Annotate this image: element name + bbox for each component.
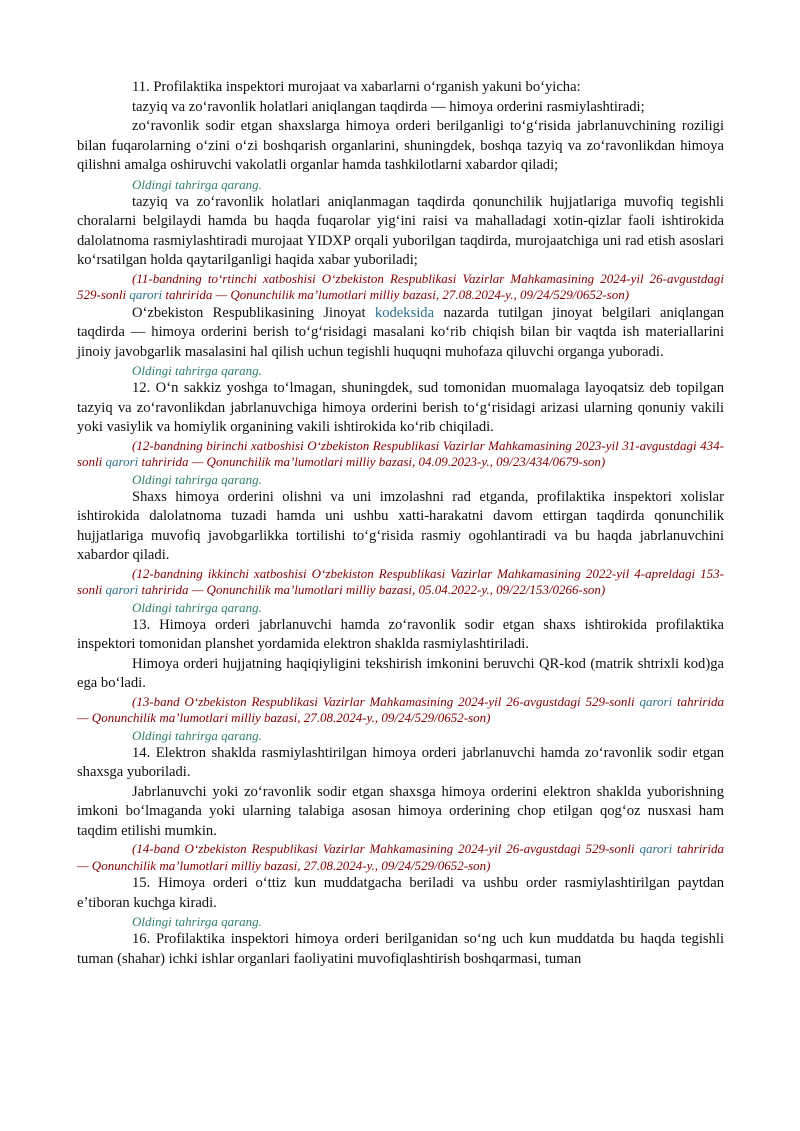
note-text: tahririda — Qonunchilik maʼlumotlari milliy bazasi, 27.08.2024-y., 09/24/529/0652-son): [77, 693, 724, 725]
previous-edition-link[interactable]: Oldingi tahrirga qarang.: [132, 176, 262, 192]
paragraph-14: 14. Elektron shaklda rasmiylashtirilgan himoya orderi jabrlanuvchi hamda zoʻravonlik sodir etgan shaxsga yuboriladi.: [77, 744, 724, 780]
paragraph-11-a: tazyiq va zoʻravonlik holatlari aniqlangan taqdirda — himoya orderini rasmiylashtiradi;: [132, 98, 645, 115]
decree-link[interactable]: qarori: [639, 841, 673, 856]
amendment-note-2: [77, 438, 724, 471]
paragraph-12-b: Shaxs himoya orderini olishni va uni imzolashni rad etganda, profilaktika inspektori xolislar ishtirokida dalolatnoma tuzadi hamda uni ushbu xatti-harakatni davom ettirgan taqdirda qonunchilik hujjatlariga muvofiq javobgarlikka tortilishi toʻgʻrisida rasmiy ogohlantiradi va bu haqda jabrlanuvchini xabardor qiladi.: [77, 488, 724, 563]
previous-edition-link[interactable]: Oldingi tahrirga qarang.: [132, 363, 262, 378]
previous-edition-link[interactable]: Oldingi tahrirga qarang.: [132, 727, 262, 743]
amendment-note-5: [77, 841, 724, 874]
paragraph-14-b: Jabrlanuvchi yoki zoʻravonlik sodir etgan shaxsga himoya orderini elektron shaklda yuborishning imkoni boʻlmaganda yoki ularning talabiga asosan himoya orderining chop etilgan qogʻoz nusxasi ham taqdim etilishi mumkin.: [77, 783, 724, 839]
paragraph-13: 13. Himoya orderi jabrlanuvchi hamda zoʻravonlik sodir etgan shaxs ishtirokida profilaktika inspektori tomonidan planshet yordamida elektron shaklda rasmiylashtiriladi.: [77, 616, 724, 652]
note-text: tahririda — Qonunchilik maʼlumotlari milliy bazasi, 27.08.2024-y., 09/24/529/0652-son): [77, 841, 724, 873]
amendment-note-4: [77, 694, 724, 727]
previous-edition-link[interactable]: Oldingi tahrirga qarang.: [132, 599, 262, 615]
decree-link[interactable]: qarori: [639, 693, 673, 709]
note-text: tahririda — Qonunchilik maʼlumotlari milliy bazasi, 04.09.2023-y., 09/23/434/0679-son): [138, 454, 606, 469]
decree-link[interactable]: qarori: [129, 287, 163, 302]
note-text: tahririda — Qonunchilik maʼlumotlari milliy bazasi, 27.08.2024-y., 09/24/529/0652-son): [162, 287, 630, 302]
paragraph-11-b: zoʻravonlik sodir etgan shaxslarga himoya orderi berilganligi toʻgʻrisida jabrlanuvchining roziligi bilan fuqarolarning oʻzini oʻzi boshqarish organlarini, shuningdek, boshqa tazyiq va zoʻravonlikdan himoya qilishni amalga oshiruvchi vakolatli organlar hamda tashkilotlarni xabardor qiladi;: [77, 118, 724, 173]
paragraph-11-c: tazyiq va zoʻravonlik holatlari aniqlanmagan taqdirda qonunchilik hujjatlariga muvofiq tegishli choralarni belgilaydi hamda bu haqda fuqarolar yigʻini raisi va mahalladagi xotin-qizlar faoli ishtirokida dalolatnoma rasmiylashtiradi murojaat YIDXP orqali yuborilgan taqdirda, murojaatchiga uni rad etish asoslari koʻrsatilgan holda qaytarilganligi haqida xabar yuboriladi;: [77, 193, 724, 268]
previous-edition-link[interactable]: Oldingi tahrirga qarang.: [132, 914, 262, 929]
note-text: (12-bandning ikkinchi xatboshisi Oʻzbekiston Respublikasi Vazirlar Mahkamasining 2022-yil 4-apreldagi 153-sonli: [77, 565, 724, 597]
note-text: tahririda — Qonunchilik maʼlumotlari milliy bazasi, 05.04.2022-y., 09/22/153/0266-son): [138, 582, 606, 597]
paragraph-11-lead: 11. Profilaktika inspektori murojaat va xabarlarni oʻrganish yakuni boʻyicha:: [132, 79, 581, 95]
code-link[interactable]: kodeksida: [374, 304, 435, 321]
document-page: [77, 78, 724, 969]
note-text: (13-band Oʻzbekiston Respublikasi Vazirlar Mahkamasining 2024-yil 26-avgustdagi 529-sonli: [132, 693, 640, 709]
previous-edition-link[interactable]: Oldingi tahrirga qarang.: [132, 471, 262, 487]
note-text: (14-band Oʻzbekiston Respublikasi Vazirlar Mahkamasining 2024-yil 26-avgustdagi 529-sonli: [132, 841, 640, 856]
paragraph-12: 12. Oʻn sakkiz yoshga toʻlmagan, shuningdek, sud tomonidan muomalaga layoqatsiz deb topilgan tazyiq va zoʻravonlikdan jabrlanuvchiga himoya orderini berish toʻgʻrisidagi arizasi ularning qonuniy vakili yoki vasiylik va homiylik organining vakili ishtirokida koʻrib chiqiladi.: [77, 380, 724, 435]
note-text: (12-bandning birinchi xatboshisi Oʻzbekiston Respublikasi Vazirlar Mahkamasining 2023-yil 31-avgustdagi 434-sonli: [77, 437, 724, 469]
amendment-note-1: [77, 271, 724, 304]
paragraph-text: nazarda tutilgan jinoyat belgilari aniqlangan taqdirda — himoya orderini berish toʻgʻrisidagi masalani koʻrib chiqish bilan bir vaqtda ish materiallarini jinoiy javobgarlik masalasini hal qilish uchun tegishli huquqni muhofaza qiluvchi organga yuboradi.: [77, 304, 724, 360]
decree-link[interactable]: qarori: [105, 582, 139, 597]
amendment-note-3: [77, 566, 724, 599]
paragraph-text: Oʻzbekiston Respublikasining Jinoyat: [132, 304, 375, 321]
paragraph-11-d: [77, 304, 724, 363]
paragraph-16: 16. Profilaktika inspektori himoya orderi berilganidan soʻng uch kun muddatda bu haqda tegishli tuman (shahar) ichki ishlar organlari faoliyatini muvofiqlashtirish boshqarmasi, tuman: [77, 931, 724, 967]
paragraph-15: 15. Himoya orderi oʻttiz kun muddatgacha beriladi va ushbu order rasmiylashtirilgan paytdan eʼtiboran kuchga kiradi.: [77, 875, 724, 911]
note-text: (11-bandning toʻrtinchi xatboshisi Oʻzbekiston Respublikasi Vazirlar Mahkamasining 2024-yil 26-avgustdagi 529-sonli: [77, 270, 724, 302]
paragraph-13-b: Himoya orderi hujjatning haqiqiyligini tekshirish imkonini beruvchi QR-kod (matrik shtrixli kod)ga ega boʻladi.: [77, 655, 724, 691]
decree-link[interactable]: qarori: [105, 454, 139, 469]
